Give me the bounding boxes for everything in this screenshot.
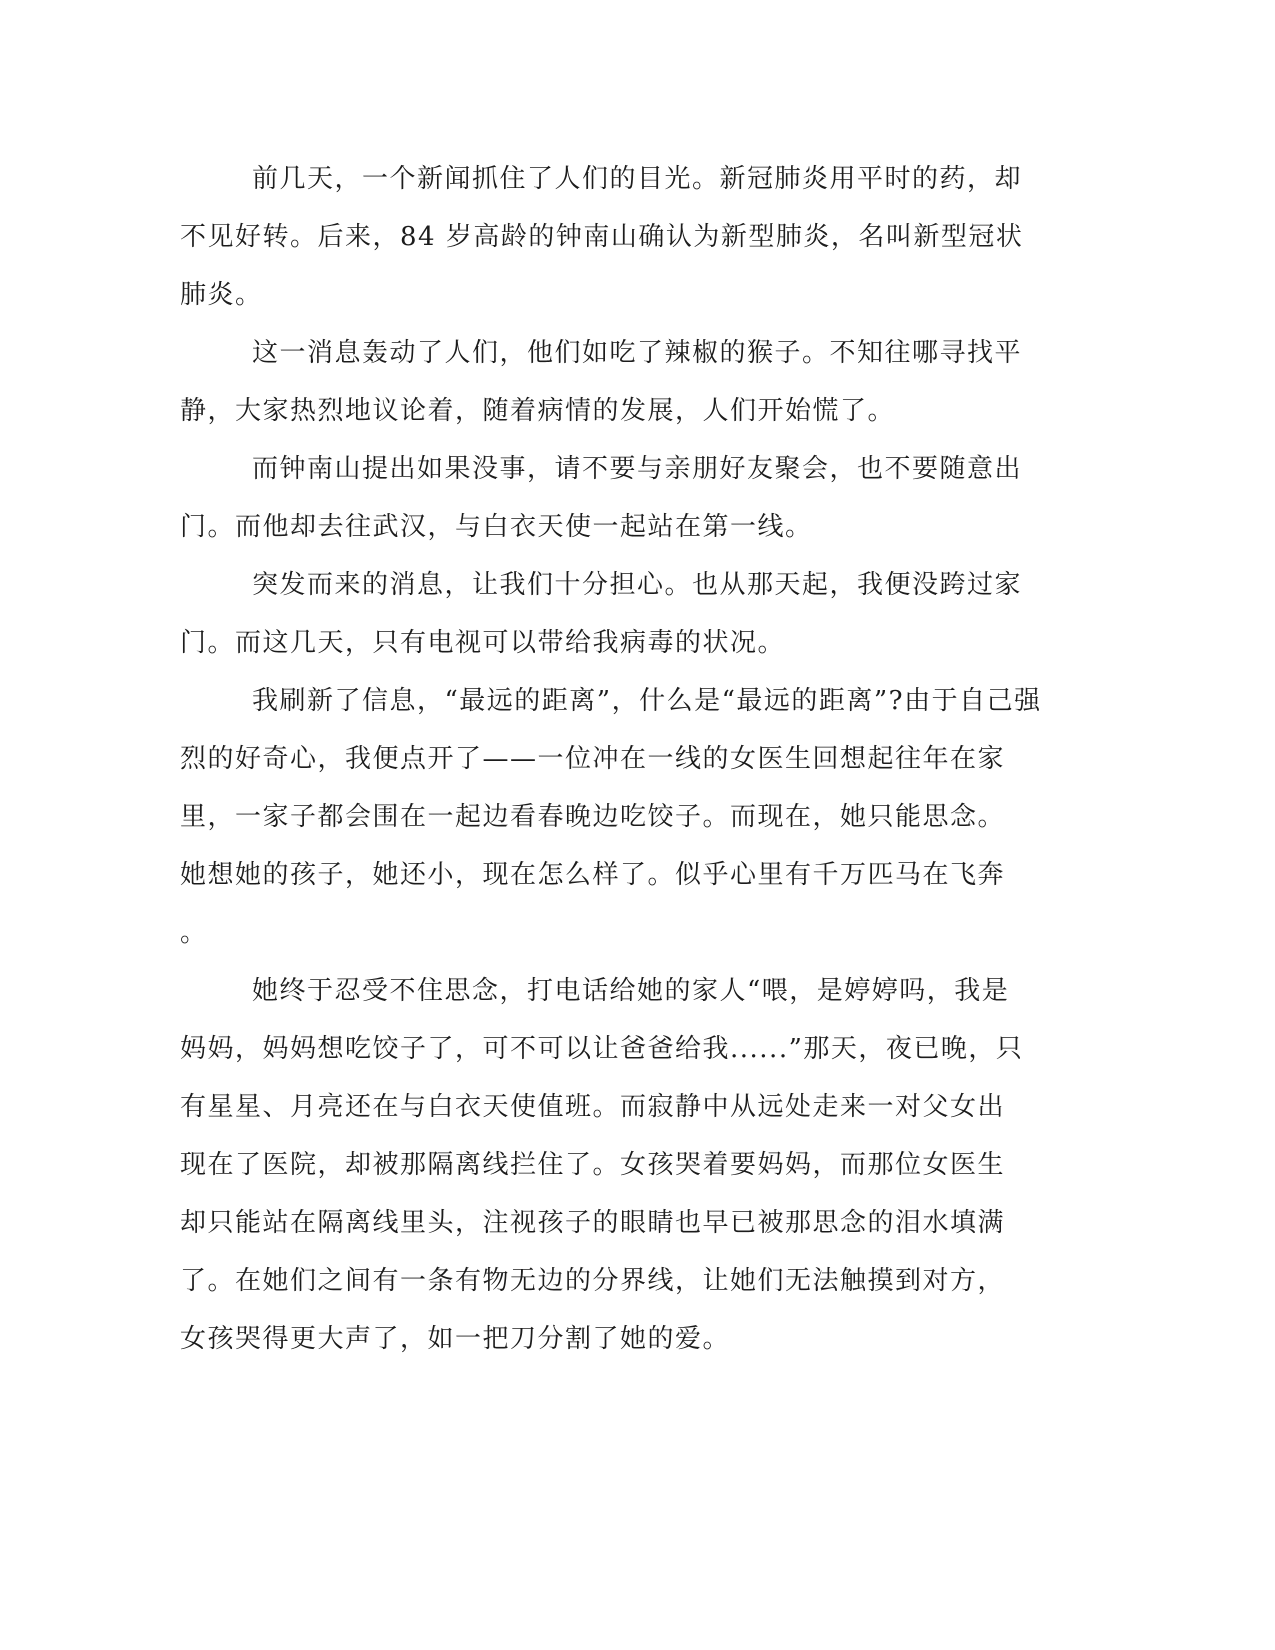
- text-line: 肺炎。: [180, 280, 263, 310]
- text-line: 而钟南山提出如果没事，请不要与亲朋好友聚会，也不要随意出: [252, 454, 1023, 484]
- text-line: 她想她的孩子，她还小，现在怎么样了。似乎心里有千万匹马在飞奔: [180, 860, 1006, 890]
- text-line: 却只能站在隔离线里头，注视孩子的眼睛也早已被那思念的泪水填满: [180, 1208, 1006, 1238]
- text-line: 突发而来的消息，让我们十分担心。也从那天起，我便没跨过家: [252, 570, 1023, 600]
- text-line: 有星星、月亮还在与白衣天使值班。而寂静中从远处走来一对父女出: [180, 1092, 1006, 1122]
- text-line: 我刷新了信息，“最远的距离”，什么是“最远的距离”?由于自己强: [252, 686, 1042, 716]
- text-line: 前几天，一个新闻抓住了人们的目光。新冠肺炎用平时的药，却: [252, 164, 1023, 194]
- paragraph-6: [180, 962, 1040, 1368]
- paragraph-1: [180, 150, 1040, 324]
- text-line: 烈的好奇心，我便点开了——一位冲在一线的女医生回想起往年在家: [180, 744, 1006, 774]
- paragraph-4: [180, 556, 1040, 672]
- text-line: 她终于忍受不住思念，打电话给她的家人“喂，是婷婷吗，我是: [252, 976, 1010, 1006]
- text-line: 这一消息轰动了人们，他们如吃了辣椒的猴子。不知往哪寻找平: [252, 338, 1023, 368]
- paragraph-2: [180, 324, 1040, 440]
- document-body: [180, 150, 1040, 1368]
- text-line: 了。在她们之间有一条有物无边的分界线，让她们无法触摸到对方，: [180, 1266, 1006, 1296]
- text-line: 静，大家热烈地议论着，随着病情的发展，人们开始慌了。: [180, 396, 896, 426]
- text-line: 门。而他却去往武汉，与白衣天使一起站在第一线。: [180, 512, 813, 542]
- text-line: 里，一家子都会围在一起边看春晚边吃饺子。而现在，她只能思念。: [180, 802, 1006, 832]
- text-line: 门。而这几天，只有电视可以带给我病毒的状况。: [180, 628, 786, 658]
- text-line: 。: [180, 918, 208, 948]
- text-line: 现在了医院，却被那隔离线拦住了。女孩哭着要妈妈，而那位女医生: [180, 1150, 1006, 1180]
- paragraph-5: [180, 672, 1040, 962]
- text-line: 女孩哭得更大声了，如一把刀分割了她的爱。: [180, 1324, 731, 1354]
- text-line: 妈妈，妈妈想吃饺子了，可不可以让爸爸给我......”那天，夜已晚，只: [180, 1034, 1024, 1064]
- paragraph-3: [180, 440, 1040, 556]
- text-line: 不见好转。后来，84 岁高龄的钟南山确认为新型肺炎，名叫新型冠状: [180, 222, 1024, 252]
